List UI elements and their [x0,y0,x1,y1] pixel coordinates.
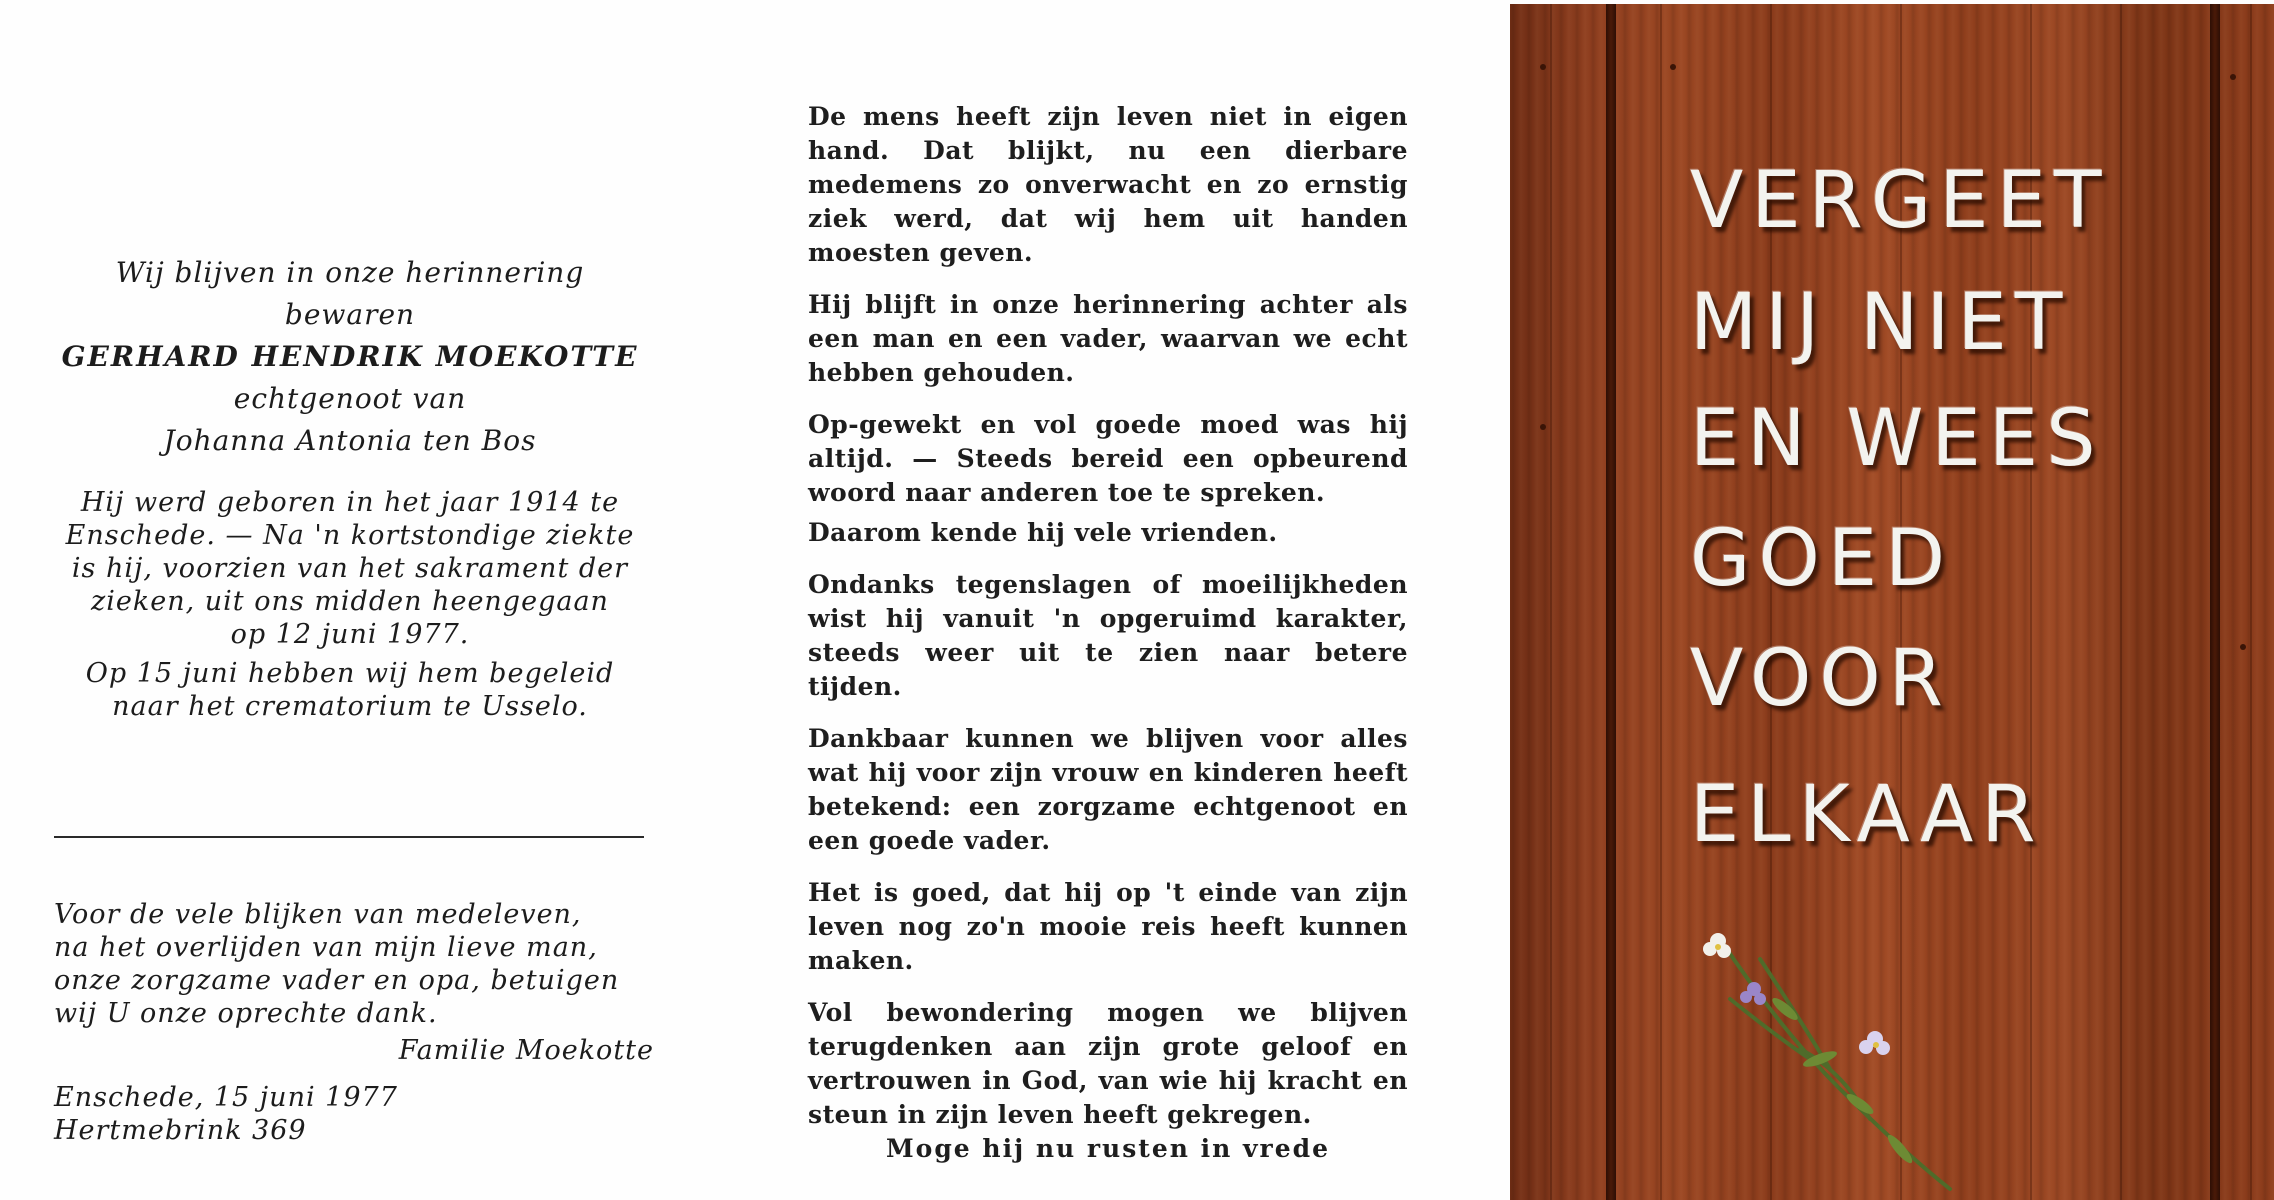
memorial-line-4: echtgenoot van [233,382,467,415]
sign-text-line: VOOR [1690,634,1951,724]
nail [1540,424,1546,430]
bio-line: Hij werd geboren in het jaar 1914 te [80,487,620,518]
deceased-name: GERHARD HENDRIK MOEKOTTE [61,340,639,373]
wildflowers-illustration [1690,919,1970,1199]
bio-line: zieken, uit ons midden heengegaan [91,586,609,617]
bio-line: Op 15 juni hebben wij hem begeleid [85,658,615,689]
address: Hertmebrink 369 [54,1115,307,1146]
wood-grain [2250,4,2252,1200]
memorial-line-1: Wij blijven in onze herinnering [115,256,585,289]
thanks-line: Voor de vele blijken van medeleven, [54,899,582,930]
paragraph: Ondanks tegenslagen of moeilijkheden wist hij vanuit 'n opgeruimd karakter, steeds weer uit te zien naar betere tijden. [808,570,1408,701]
sign-text-line: ELKAAR [1690,770,2044,860]
sign-text-line: VERGEET [1690,156,2110,246]
nail [2230,74,2236,80]
sign-text-line: EN WEES [1690,394,2104,484]
closing-line: Moge hij nu rusten in vrede [885,1134,1331,1163]
paragraph: Daarom kende hij vele vrienden. [808,518,1278,547]
place-date: Enschede, 15 juni 1977 [54,1082,398,1113]
wood-grain [1550,4,1552,1200]
bio-line: Enschede. — Na 'n kortstondige ziekte [65,520,635,551]
wood-grain [2120,4,2122,1200]
paragraph: Op-gewekt en vol goede moed was hij altijd. — Steeds bereid een opbeurend woord naar anderen toe te spreken. [808,410,1408,507]
thanks-line: na het overlijden van mijn lieve man, [54,932,598,963]
paragraph: Dankbaar kunnen we blijven voor alles wat hij voor zijn vrouw en kinderen heeft betekend: een zorgzame echtgenoot en een goede vader. [808,724,1408,855]
biography [50,486,650,723]
thanks-line: onze zorgzame vader en opa, betuigen [54,965,620,996]
wood-sign-photo [1510,4,2274,1200]
sign-text-line: GOED [1690,514,1954,604]
nail [1540,64,1546,70]
memorial-line-2: bewaren [284,298,416,331]
paragraph: Vol bewondering mogen we blijven terugdenken aan zijn grote geloof en vertrouwen in God, van wie hij kracht en steun in zijn leven heeft gekregen. [808,998,1408,1129]
paragraph: Hij blijft in onze herinnering achter als een man en een vader, waarvan we echt hebben gehouden. [808,290,1408,387]
family-signature: Familie Moekotte [398,1035,654,1066]
thanks-section [54,898,654,1147]
wood-grain [1660,4,1662,1200]
memorial-heading [50,252,650,462]
middle-text-panel [808,100,1408,1184]
nail [2240,644,2246,650]
plank-gap [1606,4,1616,1200]
bio-line: naar het crematorium te Usselo. [112,691,588,722]
paragraph: Het is goed, dat hij op 't einde van zijn leven nog zo'n mooie reis heeft kunnen maken. [808,878,1408,975]
paragraph: De mens heeft zijn leven niet in eigen hand. Dat blijkt, nu een dierbare medemens zo onverwacht en zo ernstig ziek werd, dat wij hem uit handen moesten geven. [808,102,1408,267]
nail [1670,64,1676,70]
thanks-line: wij U onze oprechte dank. [54,998,438,1029]
left-panel [40,0,660,1200]
divider-line [54,836,644,838]
bio-line: is hij, voorzien van het sakrament der [71,553,629,584]
spouse-name: Johanna Antonia ten Bos [163,424,537,457]
bio-line: op 12 juni 1977. [230,619,470,650]
sign-text-line: MIJ NIET [1690,278,2071,368]
plank-gap [2210,4,2220,1200]
